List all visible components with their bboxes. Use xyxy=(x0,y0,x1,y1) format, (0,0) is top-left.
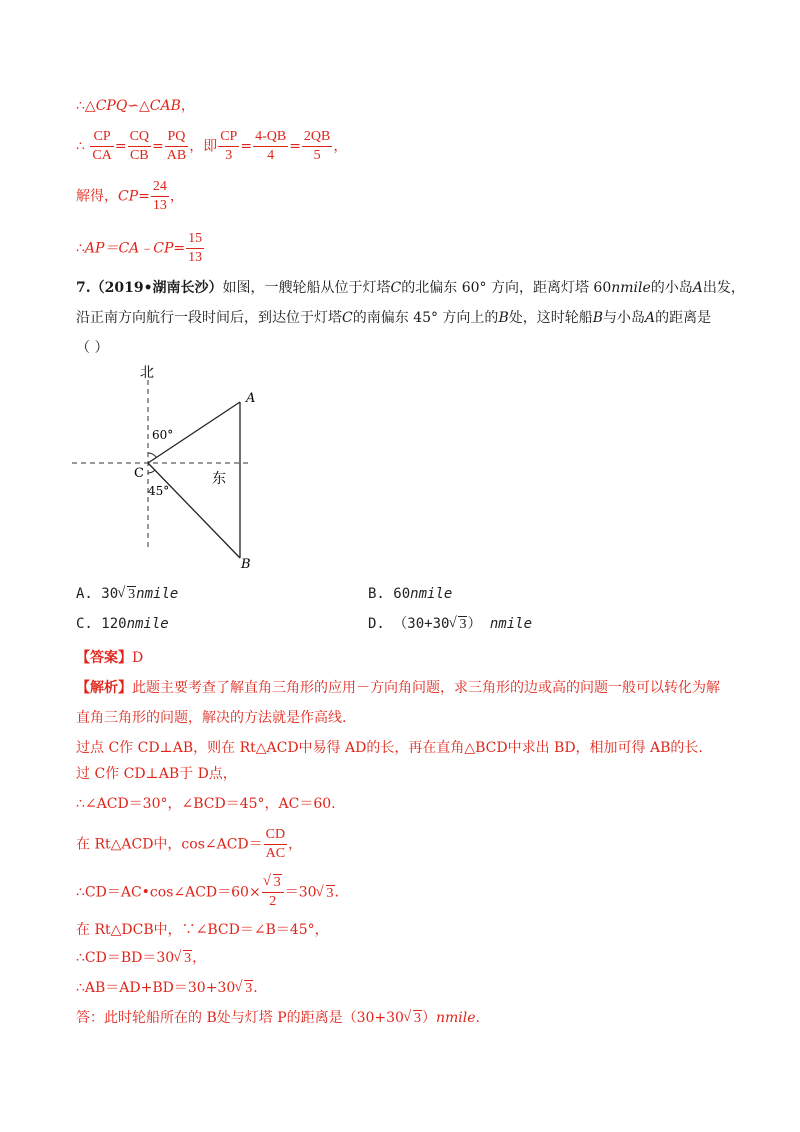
denominator: CA xyxy=(92,148,112,163)
unit: nmile xyxy=(126,616,169,632)
option-text: D. （30+30 xyxy=(368,616,450,632)
equals: = xyxy=(173,240,186,257)
numerator: CP xyxy=(90,128,113,147)
analysis-conclusion-line xyxy=(76,1008,480,1029)
answer-line xyxy=(76,648,143,668)
sqrt xyxy=(174,949,192,969)
therefore-symbol: ∴ xyxy=(76,240,85,257)
fraction-4qb-4 xyxy=(253,128,288,165)
fraction-pq-ab xyxy=(165,128,188,165)
north-label: 北 xyxy=(140,365,154,381)
numerator: CD xyxy=(264,826,287,845)
fraction-sqrt3-2 xyxy=(262,874,284,911)
numerator: CP xyxy=(218,128,239,147)
answer-blank: （ ） xyxy=(76,340,109,356)
analysis-line-2: 直角三角形的问题，解决的方法就是作高线. xyxy=(76,710,347,726)
fraction-cp-3 xyxy=(218,128,239,165)
point-a-label: A xyxy=(246,391,256,406)
analysis-text: 答：此时轮船所在的 B处与灯塔 P的距离是（30+30 xyxy=(76,1010,404,1026)
question-text: 出发， xyxy=(702,280,745,296)
analysis-tag: 【解析】 xyxy=(76,680,132,696)
fraction-cp-ca xyxy=(90,128,113,165)
answer-tag: 【答案】 xyxy=(76,650,132,666)
unit: nmile xyxy=(611,280,651,296)
analysis-cd-line xyxy=(76,874,339,911)
option-text: C. 120 xyxy=(76,616,127,632)
angle-45-label: 45° xyxy=(148,484,170,498)
variable: CP xyxy=(118,188,139,205)
therefore-symbol: ∴△ xyxy=(76,98,96,114)
sqrt xyxy=(404,1009,422,1029)
solve-cp-line xyxy=(76,178,184,215)
question-source: （2019•湖南长沙） xyxy=(90,280,223,296)
point-label: C xyxy=(342,310,353,326)
punct: ， xyxy=(288,836,303,853)
option-text: ） xyxy=(467,616,482,632)
equals: = xyxy=(138,188,150,205)
numerator: CQ xyxy=(128,128,151,147)
analysis-text: ∴AB＝AD+BD＝30+30 xyxy=(76,980,236,996)
radicand: 3 xyxy=(413,1011,421,1026)
question-text: 沿正南方向航行一段时间后，到达位于灯塔 xyxy=(76,310,342,326)
punct: . xyxy=(253,980,258,996)
therefore-symbol: ∴ xyxy=(76,138,85,155)
analysis-cd-bd-line xyxy=(76,948,206,969)
denominator: AC xyxy=(265,846,286,861)
option-c[interactable] xyxy=(76,614,169,634)
denominator: CB xyxy=(129,148,149,163)
angle-60-label: 60° xyxy=(152,428,174,442)
option-text: B. 60 xyxy=(368,586,411,602)
numerator: 15 xyxy=(186,230,204,249)
fraction-cd-ac xyxy=(264,826,287,863)
fraction-cq-cb xyxy=(128,128,151,165)
answer-value: D xyxy=(132,650,144,666)
analysis-line-1 xyxy=(76,678,720,698)
segment-cb xyxy=(148,463,240,558)
analysis-line-6: 在 Rt△DCB中，∵∠BCD＝∠B＝45°， xyxy=(76,922,329,938)
analysis-line-5: ∴∠ACD＝30°，∠BCD＝45°，AC＝60. xyxy=(76,796,336,812)
option-text: A. 30 xyxy=(76,586,119,602)
punct: . xyxy=(334,884,339,901)
solve-text: 解得， xyxy=(76,188,118,205)
punct: ， xyxy=(169,188,184,205)
denominator: 13 xyxy=(152,198,167,213)
radicand: 3 xyxy=(245,981,253,996)
analysis-text: ∴CD＝AC•cos∠ACD＝60× xyxy=(76,884,261,901)
point-label: B xyxy=(592,310,604,326)
connector-text: ，即 xyxy=(189,138,218,155)
sqrt xyxy=(118,585,136,605)
radicand: 3 xyxy=(184,951,192,966)
fraction-2qb-5 xyxy=(302,128,332,165)
denominator: 4 xyxy=(267,148,275,163)
unit: nmile xyxy=(136,586,179,602)
unit: nmile xyxy=(435,1010,476,1026)
option-a[interactable] xyxy=(76,584,178,605)
point-label: C xyxy=(390,280,402,296)
question-number: 7. xyxy=(76,280,91,296)
analysis-line-4: 过 C作 CD⊥AB于 D点， xyxy=(76,766,237,782)
point-b-label: B xyxy=(241,557,251,572)
numerator: 24 xyxy=(151,178,169,197)
punct: ， xyxy=(333,138,348,155)
point-label: B xyxy=(498,310,509,326)
sqrt xyxy=(317,884,335,904)
numerator: PQ xyxy=(165,128,188,147)
similar-triangles: CPQ∽△CAB xyxy=(95,98,181,114)
analysis-line-3: 过点 C作 CD⊥AB，则在 Rt△ACD中易得 AD的长，再在直角△BCD中求出 BD，相加可得 AB的长. xyxy=(76,740,703,756)
denominator: 5 xyxy=(313,148,321,163)
option-b[interactable] xyxy=(368,584,452,604)
punct: . xyxy=(475,1010,480,1026)
analysis-ab-line xyxy=(76,978,258,999)
ap-line xyxy=(76,230,205,267)
expression: AP＝CA﹣CP xyxy=(84,240,174,257)
point-label: A xyxy=(645,310,656,326)
denominator: 3 xyxy=(225,148,233,163)
sqrt xyxy=(449,615,467,635)
fraction-24-13 xyxy=(151,178,169,215)
analysis-text: ） xyxy=(421,1010,436,1026)
unit: nmile xyxy=(410,586,453,602)
point-c-label: C xyxy=(134,466,144,481)
angle-arc-45 xyxy=(148,470,155,473)
radicand: 3 xyxy=(128,587,136,602)
radicand: 3 xyxy=(326,885,334,901)
radicand: 3 xyxy=(273,875,281,890)
sqrt xyxy=(235,979,253,999)
analysis-cos-line xyxy=(76,826,302,863)
question-text: 的南偏东 45° 方向上的 xyxy=(352,310,499,326)
ratio-line: ∴ $\frac{CP}{CA}$ = $\frac{CQ}{CB}$ = $\frac{PQ}{AB}$ ，即 $\frac{CP}{3}$ = $\frac{4-QB}{4}$ = $\frac{2QB}{5}$ ， xyxy=(76,129,348,163)
radicand: 3 xyxy=(459,617,467,632)
numerator xyxy=(262,874,284,893)
denominator: 13 xyxy=(188,250,203,265)
denominator: 2 xyxy=(269,894,277,909)
point-label: A xyxy=(692,280,703,296)
analysis-text: ∴CD＝BD＝30 xyxy=(76,950,175,966)
question-text: 的小岛 xyxy=(650,280,693,296)
angle-arc-60 xyxy=(148,453,156,458)
bearing-figure xyxy=(60,360,280,575)
punct: ， xyxy=(192,950,207,966)
analysis-text: 在 Rt△ACD中，cos∠ACD＝ xyxy=(76,836,263,853)
denominator: AB xyxy=(166,148,187,163)
analysis-text: ＝30 xyxy=(284,884,317,901)
fraction-15-13 xyxy=(186,230,204,267)
sqrt xyxy=(264,874,282,892)
question-text: 与小岛 xyxy=(603,310,646,326)
question-line-1 xyxy=(76,278,745,298)
question-line-2 xyxy=(76,308,711,328)
option-d[interactable] xyxy=(368,614,532,635)
question-text: 处，这时轮船 xyxy=(508,310,593,326)
numerator: 2QB xyxy=(302,128,332,147)
similarity-line xyxy=(76,96,195,116)
analysis-text: 此题主要考查了解直角三角形的应用－方向角问题，求三角形的边或高的问题一般可以转化为解 xyxy=(132,680,720,696)
question-text: 的距离是 xyxy=(655,310,712,326)
question-text: 如图，一艘轮船从位于灯塔 xyxy=(222,280,391,296)
unit: nmile xyxy=(489,616,533,632)
question-text: 的北偏东 60° 方向，距离灯塔 60 xyxy=(401,280,612,296)
east-label: 东 xyxy=(212,471,226,487)
numerator: 4-QB xyxy=(253,128,288,147)
punct: ， xyxy=(180,98,195,114)
